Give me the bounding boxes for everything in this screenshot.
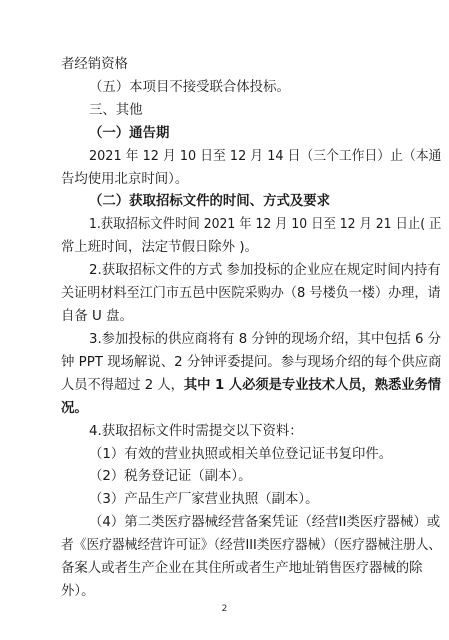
text-line: 1.获取招标文件时间 2021 年 12 月 10 日至 12 月 21 日止( 正 bbox=[89, 217, 442, 232]
text-line: 关证明材料至江门市五邑中医院采购办（8 号楼负一楼）办理，请 bbox=[61, 286, 441, 301]
text-line: 者《医疗器械经营许可证》（经营III类医疗器械）（医疗器械注册人、 bbox=[61, 538, 442, 553]
text-line: 钟 PPT 现场解说、2 分钟评委提问。参与现场介绍的每个供应商 bbox=[61, 355, 442, 370]
section-heading: 三、其他 bbox=[89, 103, 143, 118]
text-line: 2.获取招标文件的方式 参加投标的企业应在规定时间内持有 bbox=[89, 263, 441, 278]
text-line: 4.获取招标文件时需提交以下资料： bbox=[89, 424, 303, 439]
text-segment: 人员不得超过 2 人， bbox=[61, 378, 184, 393]
text-line bbox=[61, 377, 441, 395]
text-line: 者经销资格 bbox=[61, 57, 128, 72]
list-item: （1）有效的营业执照或相关单位登记证书复印件。 bbox=[89, 447, 393, 462]
list-item: （3）产品生产厂家营业执照（副本）。 bbox=[89, 492, 319, 507]
list-item: （2）税务登记证（副本）。 bbox=[89, 469, 252, 484]
text-line: 常上班时间，法定节假日除外 )。 bbox=[61, 240, 258, 255]
text-line: 况。 bbox=[61, 401, 88, 416]
text-line: 备案人或者生产企业在其住所或者生产地址销售医疗器械的除 bbox=[61, 561, 423, 576]
text-line: 外）。 bbox=[61, 584, 95, 599]
text-line: 2021 年 12 月 10 日至 12 月 14 日（三个工作日）止（本通 bbox=[89, 149, 442, 164]
text-line: 自备 U 盘。 bbox=[61, 309, 133, 324]
text-line: （五）本项目不接受联合体投标。 bbox=[89, 80, 290, 95]
list-item: （4）第二类医疗器械经营备案凭证（经营II类医疗器械）或 bbox=[89, 515, 441, 530]
text-line: 告均使用北京时间）。 bbox=[61, 172, 189, 187]
subsection-heading: （一）通告期 bbox=[89, 126, 170, 141]
bold-text-segment: 其中 1 人必须是专业技术人员，熟悉业务情 bbox=[183, 378, 442, 393]
page-number: 2 bbox=[221, 604, 228, 614]
text-line: 3.参加投标的供应商将有 8 分钟的现场介绍，其中包括 6 分 bbox=[89, 332, 441, 347]
subsection-heading: （二）获取招标文件的时间、方式及要求 bbox=[89, 194, 331, 209]
